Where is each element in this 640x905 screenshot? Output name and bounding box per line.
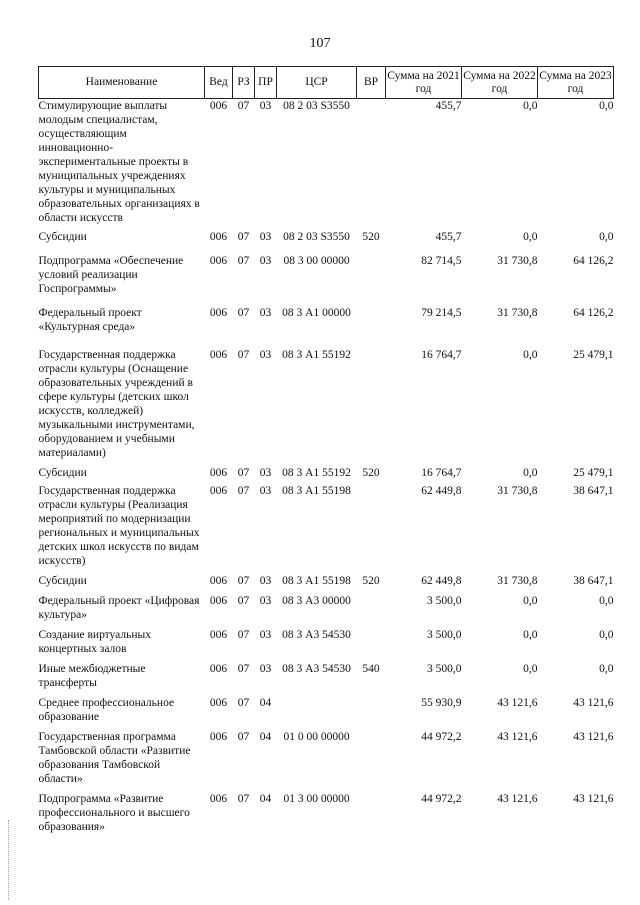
- row-pr: 03: [259, 595, 272, 607]
- row-sum-2023: 25 479,1: [573, 349, 614, 361]
- row-ved: 006: [209, 100, 228, 112]
- row-rz: 07: [237, 697, 250, 709]
- row-sum-2022: 0,0: [523, 467, 538, 479]
- row-sum-2021: 3 500,0: [427, 595, 462, 607]
- row-vr: [357, 254, 386, 296]
- row-spacer: [39, 296, 614, 306]
- row-sum-2022: 31 730,8: [497, 575, 538, 587]
- row-rz: 07: [237, 663, 250, 675]
- table-row: [39, 99, 614, 226]
- row-sum-2021: 62 449,8: [421, 485, 462, 497]
- row-sum-2021: 79 214,5: [421, 307, 462, 319]
- row-rz: 07: [237, 255, 250, 267]
- row-pr: 03: [259, 255, 272, 267]
- header-sum-2023: Сумма на 2023 год: [538, 67, 614, 99]
- row-name: Государственная поддержка отрасли культуры (Оснащение образовательных учреждений в сфере культуры (детских школ искусств, колледжей) музыкальными инструментами, оборудованием и учебными материалами): [38, 349, 195, 459]
- row-csr: 01 0 00 00000: [283, 731, 350, 743]
- row-name: Подпрограмма «Развитие профессионального и высшего образования»: [38, 793, 190, 833]
- row-pr: 04: [259, 793, 272, 805]
- row-vr: [357, 484, 386, 568]
- row-ved: 006: [209, 485, 228, 497]
- row-rz: 07: [237, 467, 250, 479]
- row-sum-2021: 44 972,2: [421, 731, 462, 743]
- row-sum-2022: 0,0: [523, 663, 538, 675]
- table-row: [39, 466, 614, 480]
- row-vr: 520: [362, 231, 380, 243]
- row-spacer: [39, 244, 614, 254]
- row-name: Подпрограмма «Обеспечение условий реализации Госпрограммы»: [38, 255, 184, 295]
- row-csr: 08 3 А1 55192: [282, 467, 351, 479]
- row-spacer: [39, 334, 614, 348]
- header-ved: Вед: [205, 67, 233, 99]
- row-name: Федеральный проект «Цифровая культура»: [38, 595, 200, 621]
- row-csr: 08 3 А3 54530: [282, 629, 351, 641]
- row-csr: 08 2 03 S3550: [283, 231, 350, 243]
- row-csr: [277, 696, 357, 724]
- row-pr: 04: [259, 731, 272, 743]
- table-body: [39, 99, 614, 835]
- row-ved: 006: [209, 575, 228, 587]
- row-ved: 006: [209, 231, 228, 243]
- row-pr: 03: [259, 307, 272, 319]
- row-sum-2021: 455,7: [435, 231, 462, 243]
- row-sum-2022: 43 121,6: [497, 793, 538, 805]
- row-pr: 03: [259, 575, 272, 587]
- header-pr: ПР: [255, 67, 277, 99]
- row-name: Государственная программа Тамбовской области «Развитие образования Тамбовской области»: [38, 731, 191, 785]
- row-name: Субсидии: [38, 575, 87, 587]
- row-pr: 03: [259, 485, 272, 497]
- row-sum-2023: 0,0: [599, 629, 614, 641]
- row-csr: 08 3 А1 00000: [282, 307, 351, 319]
- row-sum-2023: 0,0: [599, 595, 614, 607]
- row-sum-2023: 38 647,1: [573, 485, 614, 497]
- row-sum-2023: 0,0: [599, 231, 614, 243]
- row-rz: 07: [237, 100, 250, 112]
- page-number: 107: [309, 36, 331, 51]
- row-ved: 006: [209, 663, 228, 675]
- row-sum-2023: 0,0: [599, 100, 614, 112]
- row-vr: [357, 99, 386, 226]
- row-sum-2022: 43 121,6: [497, 697, 538, 709]
- row-vr: [357, 348, 386, 460]
- table-row: [39, 792, 614, 834]
- row-name: Государственная поддержка отрасли культуры (Реализация мероприятий по модернизации региональных и муниципальных детских школ искусств по видам искусств): [38, 485, 200, 567]
- row-sum-2023: 64 126,2: [573, 307, 614, 319]
- table-row: [39, 348, 614, 460]
- row-rz: 07: [237, 575, 250, 587]
- row-sum-2023: 43 121,6: [573, 731, 614, 743]
- row-sum-2021: 455,7: [435, 100, 462, 112]
- row-name: Стимулирующие выплаты молодым специалистам, осуществляющим инновационно-экспериментальные проекты в муниципальных учреждениях культуры и муниципальных образовательных организациях в области искусств: [38, 100, 200, 224]
- row-sum-2022: 31 730,8: [497, 307, 538, 319]
- row-vr: [357, 306, 386, 334]
- row-rz: 07: [237, 731, 250, 743]
- row-sum-2022: 0,0: [523, 629, 538, 641]
- row-pr: 03: [259, 100, 272, 112]
- table-row: [39, 484, 614, 568]
- row-csr: 08 3 А1 55198: [282, 575, 351, 587]
- row-sum-2022: 0,0: [523, 349, 538, 361]
- row-vr: 520: [362, 575, 380, 587]
- row-pr: 03: [259, 231, 272, 243]
- row-name: Субсидии: [38, 467, 87, 479]
- row-ved: 006: [209, 731, 228, 743]
- row-csr: 08 3 А1 55192: [282, 349, 351, 361]
- table-row: [39, 696, 614, 724]
- row-name: Иные межбюджетные трансферты: [38, 663, 146, 689]
- row-sum-2023: 43 121,6: [573, 793, 614, 805]
- row-name: Субсидии: [38, 231, 87, 243]
- row-ved: 006: [209, 255, 228, 267]
- row-rz: 07: [237, 307, 250, 319]
- table-row: [39, 594, 614, 622]
- row-pr: 03: [259, 349, 272, 361]
- row-csr: 08 3 00 00000: [283, 255, 350, 267]
- row-vr: [357, 594, 386, 622]
- row-vr: [357, 730, 386, 786]
- row-vr: [357, 696, 386, 724]
- row-spacer-cell: [39, 296, 614, 306]
- row-rz: 07: [237, 349, 250, 361]
- row-rz: 07: [237, 595, 250, 607]
- header-sum-2022: Сумма на 2022 год: [462, 67, 538, 99]
- header-name: Наименование: [39, 67, 205, 99]
- row-sum-2023: 0,0: [599, 663, 614, 675]
- row-vr: 540: [362, 663, 380, 675]
- row-sum-2021: 3 500,0: [427, 629, 462, 641]
- row-sum-2021: 44 972,2: [421, 793, 462, 805]
- row-sum-2022: 0,0: [523, 100, 538, 112]
- row-pr: 03: [259, 629, 272, 641]
- table-row: [39, 230, 614, 244]
- budget-table: [38, 66, 614, 834]
- header-sum-2021: Сумма на 2021 год: [386, 67, 462, 99]
- row-vr: 520: [362, 467, 380, 479]
- row-ved: 006: [209, 467, 228, 479]
- row-sum-2021: 3 500,0: [427, 663, 462, 675]
- row-sum-2021: 16 764,7: [421, 467, 462, 479]
- row-sum-2023: 25 479,1: [573, 467, 614, 479]
- row-sum-2022: 31 730,8: [497, 485, 538, 497]
- row-sum-2021: 16 764,7: [421, 349, 462, 361]
- row-csr: 08 3 А3 00000: [282, 595, 351, 607]
- table-row: [39, 306, 614, 334]
- row-rz: 07: [237, 485, 250, 497]
- row-ved: 006: [209, 349, 228, 361]
- row-ved: 006: [209, 629, 228, 641]
- row-sum-2021: 55 930,9: [421, 697, 462, 709]
- row-name: Среднее профессиональное образование: [38, 697, 175, 723]
- row-spacer-cell: [39, 244, 614, 254]
- row-name: Создание виртуальных концертных залов: [38, 629, 151, 655]
- header-rz: РЗ: [233, 67, 255, 99]
- row-sum-2022: 0,0: [523, 231, 538, 243]
- table-row: [39, 574, 614, 588]
- header-csr: ЦСР: [277, 67, 357, 99]
- row-rz: 07: [237, 231, 250, 243]
- row-sum-2023: 38 647,1: [573, 575, 614, 587]
- row-csr: 08 2 03 S3550: [283, 100, 350, 112]
- table-row: [39, 730, 614, 786]
- row-rz: 07: [237, 629, 250, 641]
- row-sum-2021: 82 714,5: [421, 255, 462, 267]
- header-vr: ВР: [357, 67, 386, 99]
- row-rz: 07: [237, 793, 250, 805]
- row-ved: 006: [209, 697, 228, 709]
- row-csr: 08 3 А3 54530: [282, 663, 351, 675]
- row-csr: 08 3 А1 55198: [282, 485, 351, 497]
- table-row: [39, 628, 614, 656]
- row-ved: 006: [209, 595, 228, 607]
- row-sum-2022: 43 121,6: [497, 731, 538, 743]
- row-ved: 006: [209, 793, 228, 805]
- row-spacer-cell: [39, 334, 614, 348]
- row-sum-2022: 31 730,8: [497, 255, 538, 267]
- row-ved: 006: [209, 307, 228, 319]
- row-name: Федеральный проект «Культурная среда»: [38, 307, 142, 333]
- row-pr: 04: [259, 697, 272, 709]
- table-row: [39, 662, 614, 690]
- row-pr: 03: [259, 663, 272, 675]
- table-header-row: [39, 67, 614, 99]
- row-sum-2022: 0,0: [523, 595, 538, 607]
- row-vr: [357, 628, 386, 656]
- row-csr: 01 3 00 00000: [283, 793, 350, 805]
- row-pr: 03: [259, 467, 272, 479]
- row-vr: [357, 792, 386, 834]
- scan-margin-marks: [8, 820, 11, 900]
- table-row: [39, 254, 614, 296]
- row-sum-2023: 43 121,6: [573, 697, 614, 709]
- row-sum-2021: 62 449,8: [421, 575, 462, 587]
- row-sum-2023: 64 126,2: [573, 255, 614, 267]
